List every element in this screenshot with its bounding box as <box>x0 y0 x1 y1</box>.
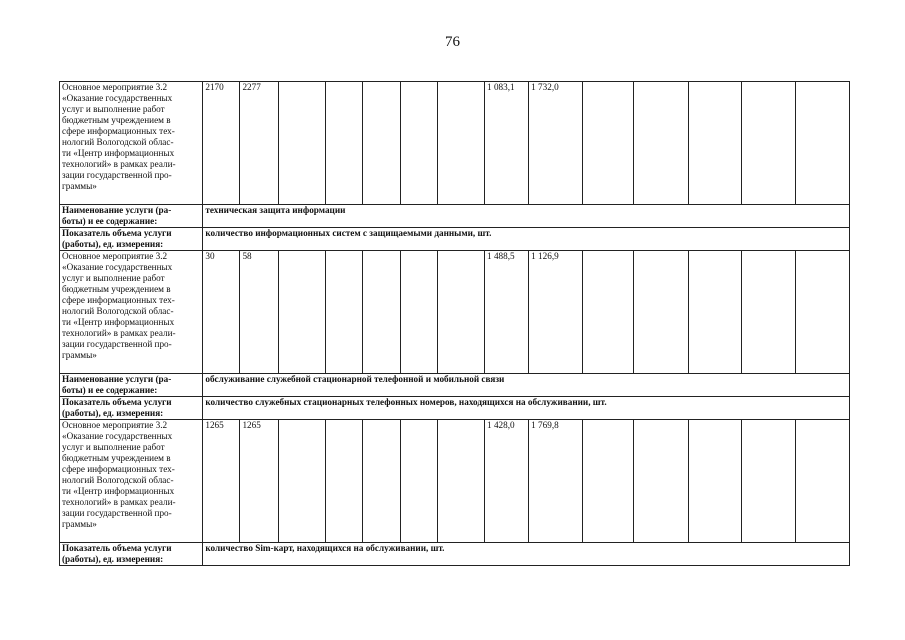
empty-cell <box>325 420 362 543</box>
table-row <box>60 228 850 251</box>
empty-cell <box>688 82 741 205</box>
value-cell: 1265 <box>203 420 240 543</box>
volume-indicator-label: Показатель объема услуги (работы), ед. измерения: <box>60 397 203 420</box>
value-cell: 1 428,0 <box>485 420 529 543</box>
value-cell: 1 769,8 <box>529 420 583 543</box>
volume-indicator-value: количество информационных систем с защищаемыми данными, шт. <box>203 228 850 251</box>
indicators-table <box>59 81 850 566</box>
empty-cell <box>400 251 437 374</box>
volume-indicator-label: Показатель объема услуги (работы), ед. измерения: <box>60 543 203 566</box>
empty-cell <box>278 420 325 543</box>
value-cell: 2277 <box>240 82 278 205</box>
value-cell: 58 <box>240 251 278 374</box>
empty-cell <box>688 251 741 374</box>
table-row <box>60 420 850 543</box>
empty-cell <box>795 251 849 374</box>
empty-cell <box>362 251 400 374</box>
value-cell: 2170 <box>203 82 240 205</box>
empty-cell <box>741 82 795 205</box>
service-name-label: Наименование услуги (ра- боты) и ее содержание: <box>60 205 203 228</box>
value-cell: 1 126,9 <box>529 251 583 374</box>
empty-cell <box>795 82 849 205</box>
table-row <box>60 374 850 397</box>
empty-cell <box>325 82 362 205</box>
table-row <box>60 205 850 228</box>
empty-cell <box>437 420 484 543</box>
table-row <box>60 543 850 566</box>
empty-cell <box>362 82 400 205</box>
service-name-value: техническая защита информации <box>203 205 850 228</box>
empty-cell <box>583 82 634 205</box>
empty-cell <box>278 251 325 374</box>
empty-cell <box>795 420 849 543</box>
measure-description: Основное мероприятие 3.2 «Оказание государственных услуг и выполнение работ бюджетным учреждением в сфере информационных тех- нологий Вологодской облас- ти «Центр информационных технологий» в рамках реали- зации государственной про- граммы» <box>60 251 203 374</box>
value-cell: 30 <box>203 251 240 374</box>
table-row <box>60 251 850 374</box>
empty-cell <box>437 251 484 374</box>
empty-cell <box>688 420 741 543</box>
value-cell: 1 083,1 <box>485 82 529 205</box>
page-number: 76 <box>445 34 460 50</box>
volume-indicator-value: количество Sim-карт, находящихся на обслуживании, шт. <box>203 543 850 566</box>
table-row <box>60 82 850 205</box>
table-row <box>60 397 850 420</box>
empty-cell <box>400 82 437 205</box>
value-cell: 1 488,5 <box>485 251 529 374</box>
measure-description: Основное мероприятие 3.2 «Оказание государственных услуг и выполнение работ бюджетным учреждением в сфере информационных тех- нологий Вологодской облас- ти «Центр информационных технологий» в рамках реали- зации государственной про- граммы» <box>60 82 203 205</box>
service-name-label: Наименование услуги (ра- боты) и ее содержание: <box>60 374 203 397</box>
empty-cell <box>634 82 688 205</box>
empty-cell <box>400 420 437 543</box>
volume-indicator-label: Показатель объема услуги (работы), ед. измерения: <box>60 228 203 251</box>
service-name-value: обслуживание служебной стационарной телефонной и мобильной связи <box>203 374 850 397</box>
value-cell: 1 732,0 <box>529 82 583 205</box>
empty-cell <box>437 82 484 205</box>
empty-cell <box>741 251 795 374</box>
empty-cell <box>362 420 400 543</box>
empty-cell <box>634 420 688 543</box>
empty-cell <box>325 251 362 374</box>
empty-cell <box>583 420 634 543</box>
value-cell: 1265 <box>240 420 278 543</box>
volume-indicator-value: количество служебных стационарных телефонных номеров, находящихся на обслуживании, шт. <box>203 397 850 420</box>
empty-cell <box>741 420 795 543</box>
empty-cell <box>278 82 325 205</box>
measure-description: Основное мероприятие 3.2 «Оказание государственных услуг и выполнение работ бюджетным учреждением в сфере информационных тех- нологий Вологодской облас- ти «Центр информационных технологий» в рамках реали- зации государственной про- граммы» <box>60 420 203 543</box>
empty-cell <box>583 251 634 374</box>
empty-cell <box>634 251 688 374</box>
